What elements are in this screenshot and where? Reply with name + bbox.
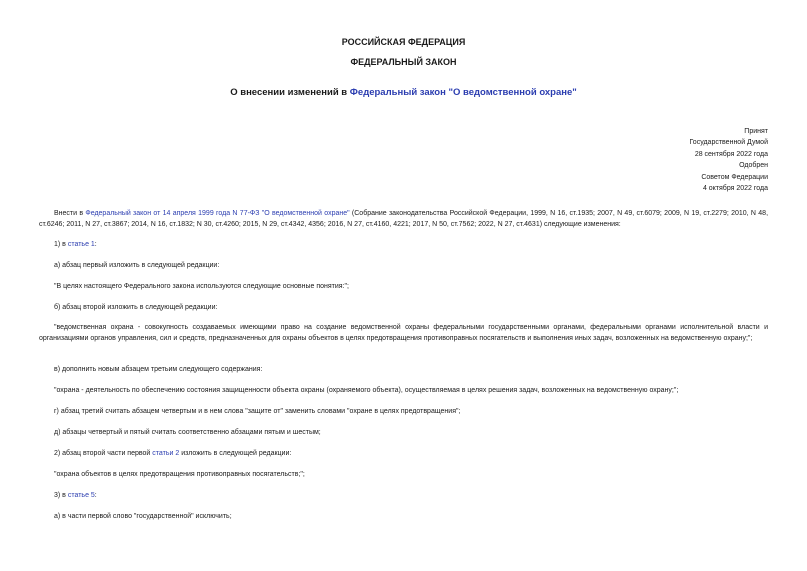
item-2 (39, 448, 768, 459)
acceptance-block (689, 126, 768, 194)
item-3 (39, 490, 768, 501)
acceptance-line: 4 октября 2022 года (702, 185, 768, 193)
item-3-end: : (94, 492, 97, 499)
law-title-prefix: О внесении изменений в (230, 87, 350, 98)
doc-type-heading: ФЕДЕРАЛЬНЫЙ ЗАКОН (350, 57, 457, 67)
intro-text-start: Внести в (54, 210, 86, 217)
subitem-g: г) абзац третий считать абзацем четвертым и в нем слова "защите от" заменить словами "охране в целях предотвращения"; (54, 408, 461, 415)
article-5-link[interactable]: статье 5 (67, 492, 95, 499)
country-heading: РОССИЙСКАЯ ФЕДЕРАЦИЯ (341, 37, 466, 47)
intro-law-link[interactable]: Федеральный закон от 14 апреля 1999 года N 77-ФЗ "О ведомственной охране" (85, 210, 350, 217)
item-1-start: 1) в (54, 241, 68, 248)
acceptance-line: Государственной Думой (689, 139, 768, 147)
acceptance-line: Советом Федерации (701, 173, 768, 181)
article-1-link[interactable]: статье 1 (67, 241, 95, 248)
item-1 (39, 239, 768, 250)
subitem-a: а) абзац первый изложить в следующей редакции: (54, 262, 220, 269)
item-2-end: изложить в следующей редакции: (179, 450, 292, 457)
acceptance-line: Принят (744, 128, 768, 135)
subitem-a-text: "В целях настоящего Федерального закона используются следующие основные понятия:"; (54, 283, 349, 290)
article-2-link[interactable]: статьи 2 (152, 450, 180, 457)
subitem-d: д) абзацы четвертый и пятый считать соответственно абзацами пятым и шестым; (54, 429, 321, 436)
acceptance-line: Одобрен (739, 162, 768, 170)
intro-text-end: (Собрание законодательства Российской Федерации, 1999, N 16, ст.1935; 2007, N 49, ст.6079; 2009, N 19, ст.2279; 2010, N 48, ст.6246; 2011, N 27, ст.3867; 2014, N 16, ст.1832; N 30, ст.4260; 2015, N 29, ст.4342, 4356; 2016, N 27, ст.4160, 4221; 2017, N 50, ст.7562; 2022, N 27, ст.4631) следующие изменения: (39, 210, 769, 228)
law-title-link[interactable]: Федеральный закон "О ведомственной охране" (349, 87, 577, 98)
item-3-subitem-a: а) в части первой слово "государственной" исключить; (54, 513, 232, 520)
item-3-start: 3) в (54, 492, 68, 499)
item-2-start: 2) абзац второй части первой (54, 450, 153, 457)
intro-paragraph (39, 208, 768, 230)
law-title (0, 87, 807, 98)
item-1-end: : (94, 241, 97, 248)
acceptance-line: 28 сентября 2022 года (694, 150, 768, 158)
item-2-text: "охрана объектов в целях предотвращения противоправных посягательств;"; (54, 471, 305, 478)
subitem-v: в) дополнить новым абзацем третьим следующего содержания: (54, 366, 263, 373)
subitem-v-text: "охрана - деятельность по обеспечению состояния защищенности объекта охраны (охраняемого объекта), осуществляемая в целях решения задач, возложенных на ведомственную охрану;"; (54, 387, 679, 394)
subitem-b: б) абзац второй изложить в следующей редакции: (54, 304, 218, 311)
subitem-b-text: "ведомственная охрана - совокупность создаваемых имеющими право на создание ведомственной охраны федеральными государственными органами, федеральными органами исполнительной власти и организациями органов управления, сил и средств, предназначенных для охраны объектов в целях предотвращения противоправных посягательств и выполнения иных задач, возложенных на ведомственную охрану;"; (39, 324, 768, 342)
